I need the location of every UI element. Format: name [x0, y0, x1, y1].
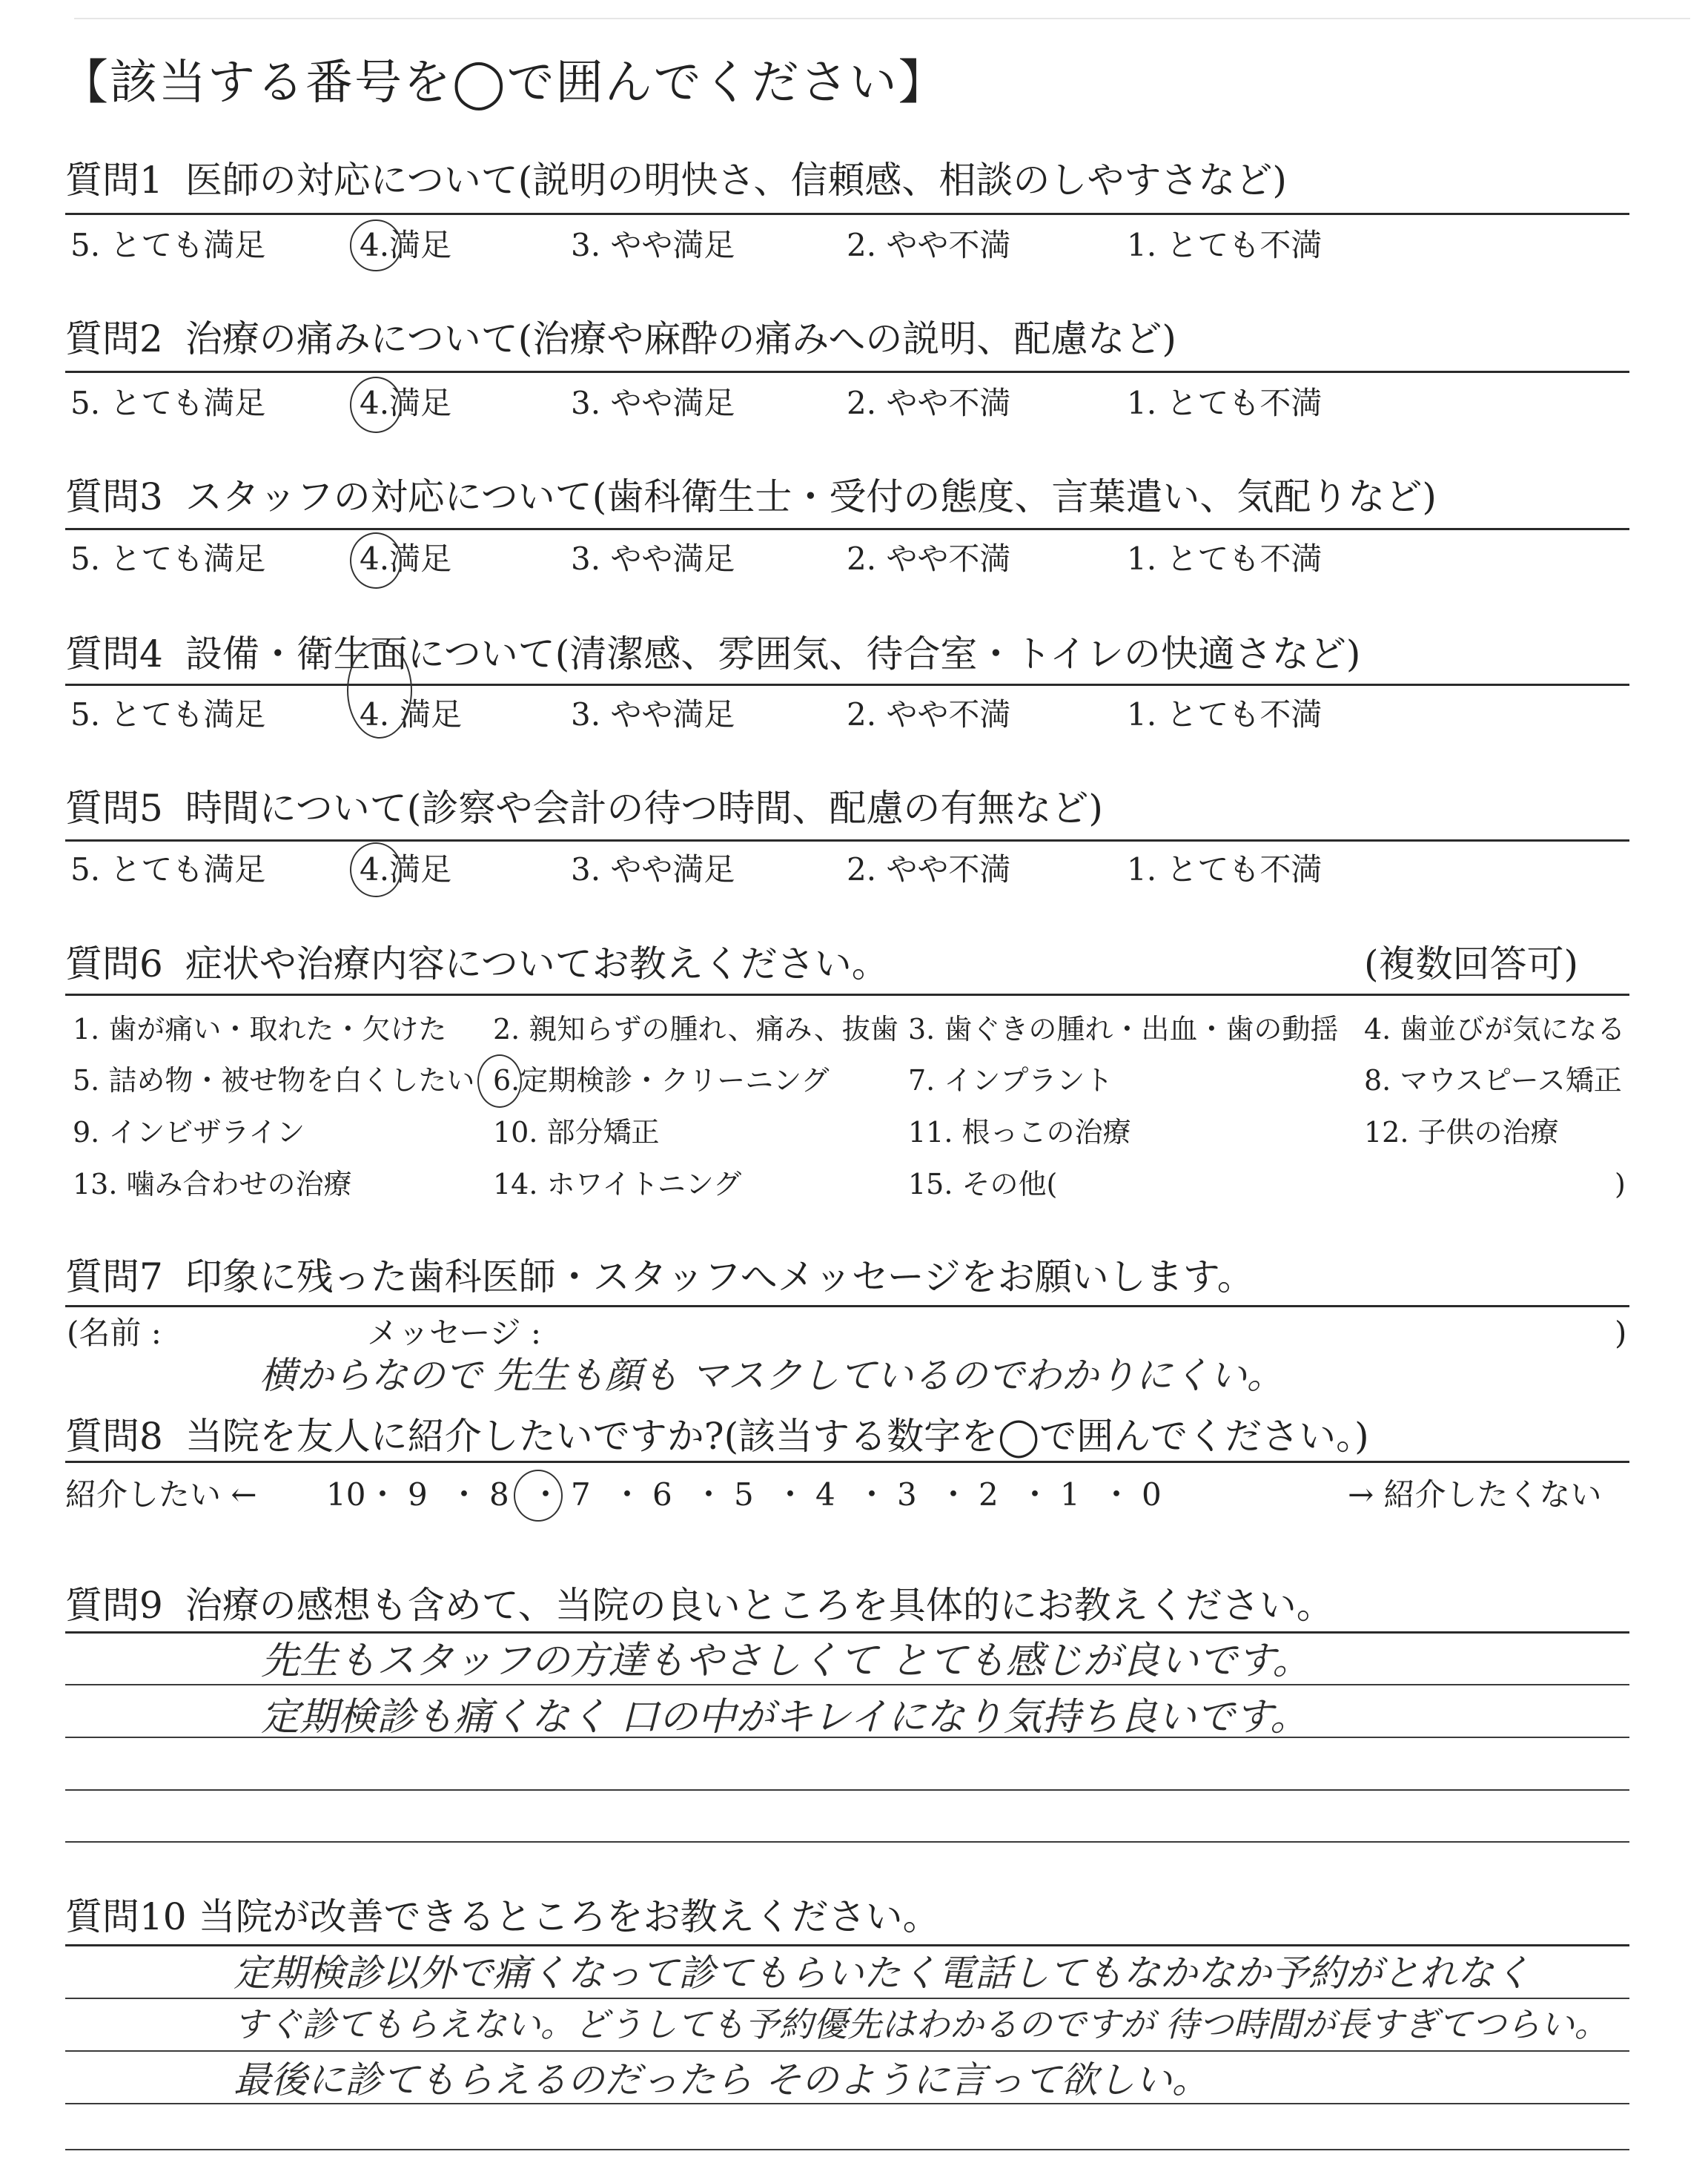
option-5[interactable]: 5. とても満足 — [70, 541, 266, 577]
question-number: 質問9 — [65, 1584, 163, 1627]
symptom-option-11[interactable]: 11. 根っこの治療 — [908, 1116, 1131, 1149]
scale-separator: ・ — [367, 1476, 399, 1513]
symptom-option-6[interactable] — [493, 1064, 830, 1097]
symptom-option-7[interactable]: 7. インプラント — [908, 1064, 1113, 1097]
question-rule — [65, 528, 1629, 530]
selection-circle — [347, 642, 412, 739]
option-label: 満足 — [389, 541, 452, 577]
answer-line — [65, 1998, 1629, 1999]
selection-circle — [350, 377, 402, 433]
message-close-paren: ) — [1615, 1315, 1627, 1351]
option-label: 満足 — [389, 227, 452, 263]
option-5[interactable]: 5. とても満足 — [70, 696, 266, 733]
option-label: 満足 — [389, 385, 452, 421]
option-5[interactable]: 5. とても満足 — [70, 227, 266, 263]
scale-value-5[interactable]: 5 — [734, 1476, 754, 1513]
option-number: 4. — [360, 385, 390, 421]
answer-line — [65, 1684, 1629, 1685]
selection-circle — [350, 532, 402, 589]
question-text: 当院が改善できるところをお教えください。 — [198, 1895, 940, 1938]
question-rule — [65, 1461, 1629, 1463]
question-rule — [65, 213, 1629, 215]
option-5[interactable]: 5. とても満足 — [70, 385, 266, 421]
question-rule — [65, 684, 1629, 686]
scale-value-4[interactable]: 4 — [815, 1476, 835, 1513]
scale-value-3[interactable]: 3 — [897, 1476, 917, 1513]
answer-line — [65, 2149, 1629, 2150]
answer-line — [65, 2103, 1629, 2104]
scale-value-7[interactable]: 7 — [571, 1476, 591, 1513]
question-rule — [65, 371, 1629, 373]
scale-separator: ・ — [856, 1476, 888, 1513]
scale-separator: ・ — [693, 1476, 725, 1513]
option-1[interactable]: 1. とても不満 — [1127, 696, 1323, 733]
answer-line — [65, 1737, 1629, 1738]
answer-line — [65, 1631, 1629, 1634]
question-text: 治療の痛みについて(治療や麻酔の痛みへの説明、配慮など) — [185, 317, 1176, 360]
question-text: 治療の感想も含めて、当院の良いところを具体的にお教えください。 — [185, 1584, 1334, 1627]
symptom-option-9[interactable]: 9. インビザライン — [73, 1116, 305, 1149]
question-text: スタッフの対応について(歯科衛生士・受付の態度、言葉遣い、気配りなど) — [185, 475, 1437, 518]
symptom-option-1[interactable]: 1. 歯が痛い・取れた・欠けた — [73, 1013, 447, 1046]
answer-line — [65, 1841, 1629, 1843]
scale-value-0[interactable]: 0 — [1142, 1476, 1162, 1513]
handwritten-answer-line-1: 定期検診以外で痛くなって診てもらいたく電話してもなかなか予約がとれなく — [234, 1952, 1531, 1995]
scale-separator: ・ — [612, 1476, 643, 1513]
other-close-paren: ) — [1615, 1168, 1626, 1200]
question-number: 質問10 — [65, 1895, 187, 1938]
question-number: 質問4 — [65, 633, 163, 676]
scale-value-10[interactable]: 10 — [326, 1476, 366, 1513]
handwritten-answer-line-3: 最後に診てもらえるのだったら そのように言って欲しい。 — [234, 2058, 1209, 2101]
symptom-option-12[interactable]: 12. 子供の治療 — [1364, 1116, 1559, 1149]
message-label: メッセージ : — [367, 1315, 541, 1351]
question-text: 印象に残った歯科医師・スタッフへメッセージをお願いします。 — [185, 1255, 1254, 1298]
handwritten-answer-line-2: すぐ診てもらえない。どうしても予約優先はわかるのですが 待つ時間が長すぎてつらい。 — [234, 2004, 1609, 2044]
scale-separator: ・ — [775, 1476, 807, 1513]
option-number: 4. — [360, 696, 390, 733]
form-instruction: 【該当する番号を◯で囲んでください】 — [61, 56, 947, 110]
scale-separator: ・ — [530, 1476, 562, 1513]
option-3[interactable]: 3. やや満足 — [571, 227, 735, 263]
question-rule — [65, 1305, 1629, 1307]
name-label: (名前 : — [67, 1315, 162, 1351]
option-1[interactable]: 1. とても不満 — [1127, 851, 1323, 888]
option-5[interactable]: 5. とても満足 — [70, 851, 266, 888]
top-rule — [74, 18, 1690, 19]
answer-line — [65, 1789, 1629, 1791]
question-rule — [65, 839, 1629, 842]
selection-circle — [350, 842, 402, 897]
question-number: 質問3 — [65, 475, 163, 518]
option-2[interactable]: 2. やや不満 — [847, 541, 1011, 577]
option-number: 4. — [360, 227, 390, 263]
question-rule — [65, 994, 1629, 996]
option-1[interactable]: 1. とても不満 — [1127, 227, 1323, 263]
selection-circle — [477, 1054, 522, 1108]
selection-circle — [514, 1470, 563, 1522]
symptom-option-13[interactable]: 13. 噛み合わせの治療 — [73, 1168, 352, 1200]
option-number: 4. — [360, 851, 390, 888]
scale-separator: ・ — [448, 1476, 480, 1513]
option-label: 満足 — [400, 696, 463, 733]
option-1[interactable]: 1. とても不満 — [1127, 385, 1323, 421]
option-2[interactable]: 2. やや不満 — [847, 696, 1011, 733]
symptom-option-3[interactable]: 3. 歯ぐきの腫れ・出血・歯の動揺 — [908, 1013, 1339, 1046]
question-text: 時間について(診察や会計の待つ時間、配慮の有無など) — [185, 787, 1103, 830]
option-number: 4. — [360, 541, 390, 577]
scale-value-2[interactable]: 2 — [979, 1476, 999, 1513]
option-3[interactable]: 3. やや満足 — [571, 541, 735, 577]
option-2[interactable]: 2. やや不満 — [847, 227, 1011, 263]
option-number: 6. — [493, 1064, 520, 1097]
symptom-option-8[interactable]: 8. マウスピース矯正 — [1364, 1064, 1622, 1097]
multiple-answer-note: (複数回答可) — [1364, 942, 1579, 985]
answer-line — [65, 1944, 1629, 1946]
question-text: 症状や治療内容についてお教えください。 — [185, 942, 889, 985]
option-1[interactable]: 1. とても不満 — [1127, 541, 1323, 577]
symptom-option-14[interactable]: 14. ホワイトニング — [493, 1168, 742, 1200]
question-number: 質問6 — [65, 942, 163, 985]
question-number: 質問2 — [65, 317, 163, 360]
scale-value-9[interactable]: 9 — [408, 1476, 428, 1513]
answer-line — [65, 2050, 1629, 2052]
option-label: 満足 — [389, 851, 452, 888]
question-number: 質問7 — [65, 1255, 163, 1298]
question-text: 当院を友人に紹介したいですか?(該当する数字を◯で囲んでください。) — [185, 1415, 1369, 1458]
question-number: 質問8 — [65, 1415, 163, 1458]
selection-circle — [350, 219, 402, 271]
option-label: 定期検診・クリーニング — [520, 1064, 830, 1097]
question-number: 質問1 — [65, 159, 163, 202]
question-text: 医師の対応について(説明の明快さ、信頼感、相談のしやすさなど) — [185, 159, 1287, 202]
symptom-option-15[interactable]: 15. その他( — [908, 1168, 1058, 1200]
scale-separator: ・ — [1019, 1476, 1051, 1513]
question-text: 設備・衛生面について(清潔感、雰囲気、待合室・トイレの快適さなど) — [185, 633, 1361, 676]
scale-separator: ・ — [1101, 1476, 1133, 1513]
recommend-left-label: 紹介したい ← — [65, 1476, 257, 1513]
scale-value-6[interactable]: 6 — [652, 1476, 672, 1513]
option-2[interactable]: 2. やや不満 — [847, 385, 1011, 421]
scale-value-1[interactable]: 1 — [1060, 1476, 1080, 1513]
recommend-right-label: → 紹介したくない — [1348, 1476, 1602, 1513]
symptom-option-2[interactable]: 2. 親知らずの腫れ、痛み、抜歯 — [493, 1013, 898, 1046]
handwritten-answer-line-1: 先生もスタッフの方達もやさしくて とても感じが良いです。 — [261, 1639, 1311, 1683]
handwritten-message: 横からなので 先生も顔も マスクしているのでわかりにくい。 — [259, 1354, 1284, 1397]
symptom-option-5[interactable]: 5. 詰め物・被せ物を白くしたい — [73, 1064, 475, 1097]
option-2[interactable]: 2. やや不満 — [847, 851, 1011, 888]
question-number: 質問5 — [65, 787, 163, 830]
symptom-option-10[interactable]: 10. 部分矯正 — [493, 1116, 660, 1149]
option-3[interactable]: 3. やや満足 — [571, 851, 735, 888]
symptom-option-4[interactable]: 4. 歯並びが気になる — [1364, 1013, 1626, 1046]
scale-separator: ・ — [938, 1476, 970, 1513]
option-3[interactable]: 3. やや満足 — [571, 696, 735, 733]
scale-value-8[interactable]: 8 — [489, 1476, 509, 1513]
handwritten-answer-line-2: 定期検診も痛くなく 口の中がキレイになり気持ち良いです。 — [261, 1695, 1309, 1740]
option-3[interactable]: 3. やや満足 — [571, 385, 735, 421]
